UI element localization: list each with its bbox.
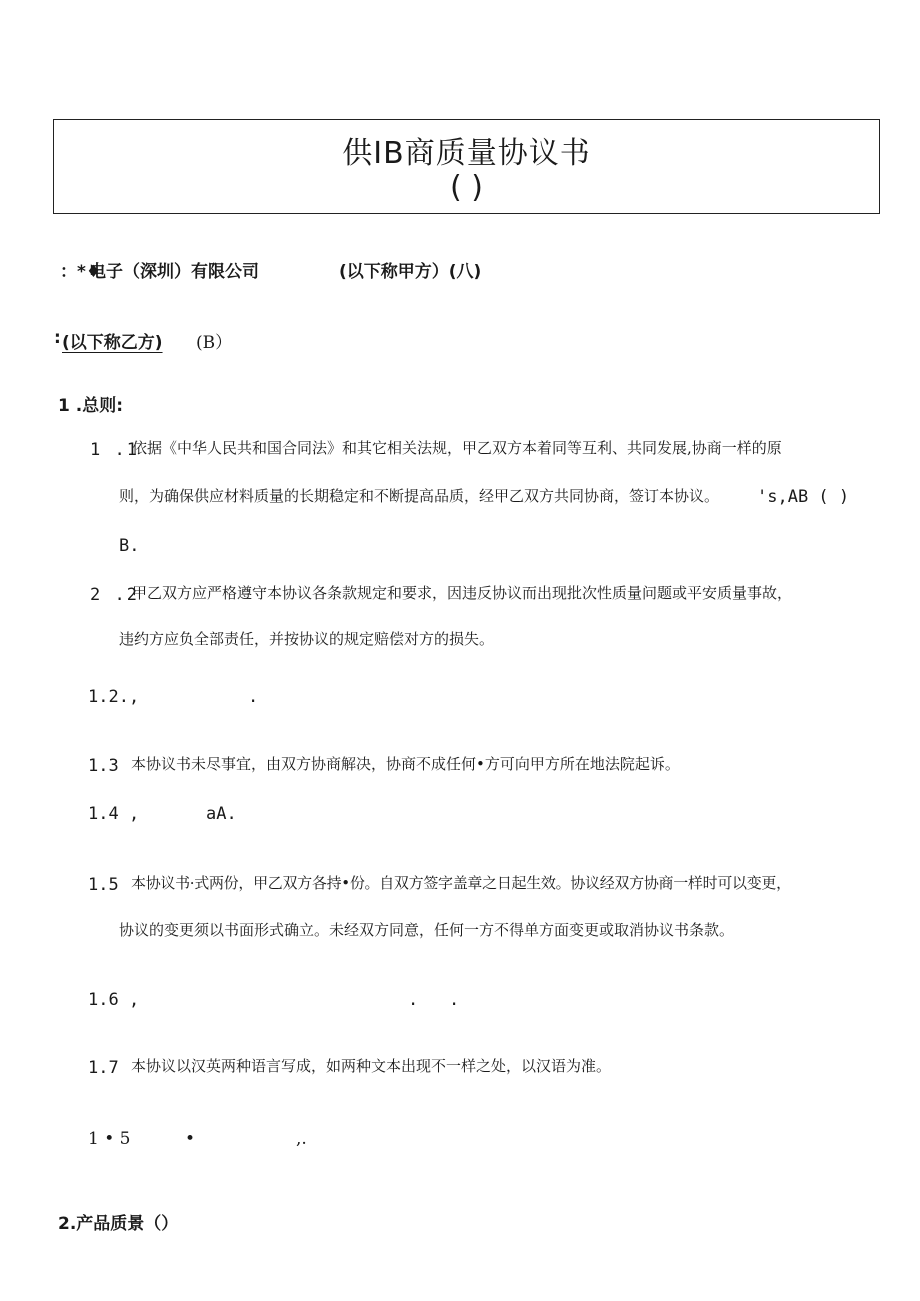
section-1-heading: 1 .总则: xyxy=(58,396,124,416)
row-1-4-tail: aA. xyxy=(206,804,237,824)
clause-2-2-number: 2 .2 xyxy=(90,585,139,605)
document-title: 供IB商质量协议书 xyxy=(342,136,591,171)
clause-2-2-line2: 违约方应负全部责任，并按协议的规定赔偿对方的损失。 xyxy=(119,630,495,648)
row-1-6-number: 1.6 , xyxy=(88,990,140,1010)
clause-1-3-number: 1.3 xyxy=(88,756,119,776)
row-1-4-number: 1.4 , xyxy=(88,804,140,824)
party-b-prefix: : xyxy=(54,328,61,348)
clause-2-2-line1: 甲乙双方应严格遵守本协议各条款规定和要求，因违反协议而出现批次性质量问题或平安质量事故， xyxy=(132,584,793,602)
row-1-5b-tail: ,. xyxy=(296,1129,307,1149)
clause-1-3-text: 本协议书未尽事宜，由双方协商解决，协商不成任何•方可向甲方所在地法院起诉。 xyxy=(131,755,680,773)
party-a-suffix: (以下称甲方）(八) xyxy=(339,262,482,282)
party-b-suffix: (B） xyxy=(196,333,233,353)
party-b-label: (以下称乙方) xyxy=(62,333,163,353)
clause-1-1-line3: B. xyxy=(119,536,140,556)
clause-1-1-number: 1 .1 xyxy=(90,440,139,460)
row-1-2-tail: . xyxy=(248,687,259,707)
party-a-prefix: ：*♦ xyxy=(60,262,102,282)
clause-1-1-line1: 依据《中华人民共和国合同法》和其它相关法规，甲乙双方本着同等互利、共同发展,协商一样的原 xyxy=(132,439,782,457)
clause-1-1-line2: 则，为确保供应材料质量的长期稳定和不断提高品质，经甲乙双方共同协商，签订本协议。 xyxy=(119,487,720,505)
clause-1-5-line1: 本协议书·式两份，甲乙双方各持•份。自双方签字盖章之日起生效。协议经双方协商一样时可以变更， xyxy=(131,874,791,892)
clause-1-5-number: 1.5 xyxy=(88,875,119,895)
section-2-heading: 2.产品质景（） xyxy=(58,1214,179,1234)
row-1-5b-mid: • xyxy=(185,1129,196,1149)
row-1-6-tail: . . xyxy=(408,990,460,1010)
row-1-2-number: 1.2., xyxy=(88,687,140,707)
title-box xyxy=(53,119,880,214)
clause-1-1-line2-tail: 's,AB ( ) xyxy=(757,487,850,507)
party-a-name: 电子（深圳）有限公司 xyxy=(89,262,259,282)
clause-1-5-line2: 协议的变更须以书面形式确立。未经双方同意，任何一方不得单方面变更或取消协议书条款。 xyxy=(119,921,735,939)
clause-1-7-text: 本协议以汉英两种语言写成，如两种文本出现不一样之处，以汉语为准。 xyxy=(131,1057,612,1075)
row-1-5b-number: 1 • 5 xyxy=(88,1129,131,1149)
document-subtitle: ( ) xyxy=(450,170,483,205)
clause-1-7-number: 1.7 xyxy=(88,1058,119,1078)
